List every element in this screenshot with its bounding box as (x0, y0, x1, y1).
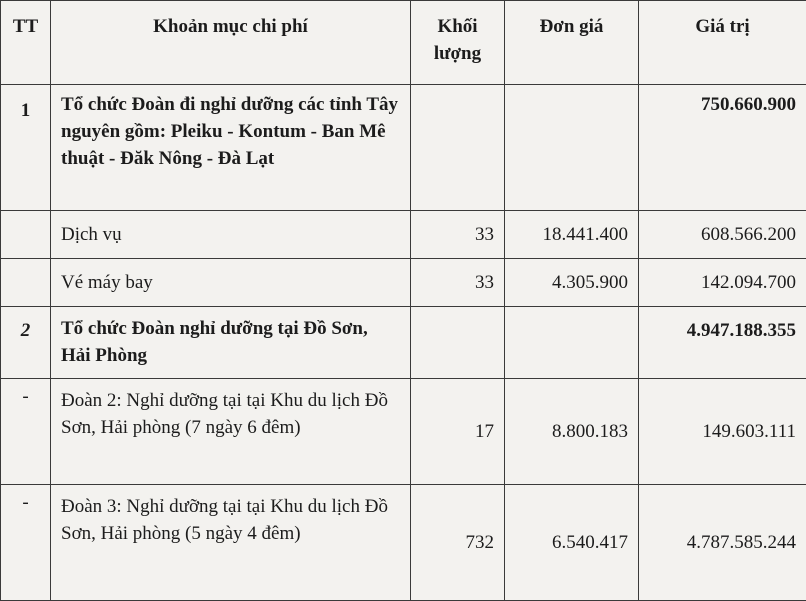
row-tt (1, 211, 51, 259)
row-qty: 33 (411, 211, 505, 259)
header-item: Khoản mục chi phí (51, 1, 411, 85)
header-tt: TT (1, 1, 51, 85)
row-tt: 1 (1, 85, 51, 211)
row-price: 4.305.900 (505, 259, 639, 307)
row-item: Tổ chức Đoàn nghỉ dưỡng tại Đồ Sơn, Hải Phòng (51, 307, 411, 379)
header-qty (411, 1, 505, 85)
row-price: 6.540.417 (505, 485, 639, 601)
row-tt (1, 259, 51, 307)
row-value: 750.660.900 (639, 85, 806, 211)
row-value: 149.603.111 (639, 379, 806, 485)
row-qty: 732 (411, 485, 505, 601)
row-tt: - (1, 485, 51, 601)
header-unit-price: Đơn giá (505, 1, 639, 85)
row-tt: - (1, 379, 51, 485)
row-price: 18.441.400 (505, 211, 639, 259)
row-price (505, 85, 639, 211)
row-value: 4.947.188.355 (639, 307, 806, 379)
row-value: 608.566.200 (639, 211, 806, 259)
row-price (505, 307, 639, 379)
table-row (1, 379, 806, 485)
row-value: 142.094.700 (639, 259, 806, 307)
row-value: 4.787.585.244 (639, 485, 806, 601)
header-qty-line2: lượng (434, 43, 481, 64)
table-row (1, 85, 806, 211)
header-value: Giá trị (639, 1, 806, 85)
row-qty (411, 85, 505, 211)
table-row (1, 307, 806, 379)
header-qty-line1: Khối (437, 16, 477, 37)
row-qty (411, 307, 505, 379)
row-qty: 17 (411, 379, 505, 485)
row-qty: 33 (411, 259, 505, 307)
row-tt: 2 (1, 307, 51, 379)
header-row (1, 1, 806, 85)
row-price: 8.800.183 (505, 379, 639, 485)
table-row (1, 211, 806, 259)
table-row (1, 485, 806, 601)
row-item: Dịch vụ (51, 211, 411, 259)
row-item: Đoàn 2: Nghỉ dưỡng tại tại Khu du lịch Đồ Sơn, Hải phòng (7 ngày 6 đêm) (51, 379, 411, 485)
table-row (1, 259, 806, 307)
row-item: Vé máy bay (51, 259, 411, 307)
row-item: Tổ chức Đoàn đi nghỉ dưỡng các tỉnh Tây nguyên gồm: Pleiku - Kontum - Ban Mê thuật - Đăk Nông - Đà Lạt (51, 85, 411, 211)
row-item: Đoàn 3: Nghỉ dưỡng tại tại Khu du lịch Đồ Sơn, Hải phòng (5 ngày 4 đêm) (51, 485, 411, 601)
